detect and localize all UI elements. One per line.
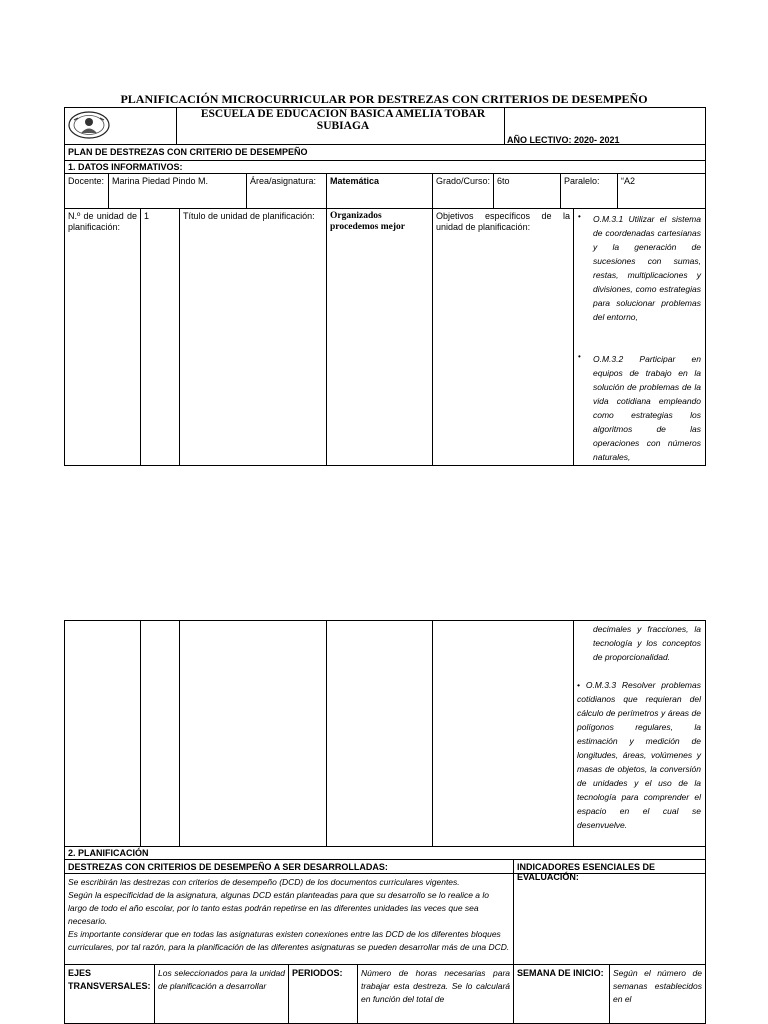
area-value: Matemática <box>326 173 433 209</box>
docente-label: Docente: <box>64 173 109 209</box>
objective-om33: • O.M.3.3 Resolver problemas cotidianos que requieran del cálculo de perímetros y áreas de polígonos regulares, la estimación y medición de longitudes, áreas, volúmenes y masas de objetos, la conversión de unidades y el uso de la tecnología para comprender el espacio en el cual se desenvuelve. <box>577 680 701 830</box>
unit-title-label-cont <box>179 620 327 847</box>
school-seal-icon <box>66 110 112 140</box>
area-label: Área/asignatura: <box>246 173 327 209</box>
objectives-cell <box>573 208 706 466</box>
grado-label: Grado/Curso: <box>432 173 494 209</box>
unit-title-value-cont <box>326 620 433 847</box>
unit-title-label: Título de unidad de planificación: <box>179 208 327 466</box>
unit-title-value: Organizados procedemos mejor <box>326 208 433 466</box>
semana-label: SEMANA DE INICIO: <box>513 964 610 1024</box>
plan-heading: PLAN DE DESTREZAS CON CRITERIO DE DESEMPEÑO <box>64 144 706 161</box>
dcd-text-3: Es importante considerar que en todas las asignaturas existen conexiones entre las DCD de los diferentes bloques curriculares, por tal razón, para la planificación de las diferentes asignaturas se pueden desarrollar más de una DCD. <box>68 929 510 952</box>
ejes-label: EJES TRANSVERSALES: <box>64 964 155 1024</box>
ejes-value: Los seleccionados para la unidad de planificación a desarrollar <box>154 964 289 1024</box>
objective-om32-cont: decimales y fracciones, la tecnología y los conceptos de proporcionalidad. <box>593 624 701 662</box>
indicators-header: INDICADORES ESENCIALES DE EVALUACIÓN: <box>513 859 706 874</box>
periodos-label: PERIODOS: <box>288 964 358 1024</box>
bullet-icon: • <box>578 352 581 361</box>
objective-om32: O.M.3.2 Participar en equipos de trabajo en la solución de problemas de la vida cotidiana empleando como estrategias los algoritmos de las operaciones con números naturales, <box>593 354 701 462</box>
periodos-value: Número de horas necesarias para trabajar esta destreza. Se lo calculará en función del total de <box>357 964 514 1024</box>
section-planificacion: 2. PLANIFICACIÓN <box>64 846 706 860</box>
objective-om31: O.M.3.1 Utilizar el sistema de coordenadas cartesianas y la generación de sucesiones con sumas, restas, multiplicaciones y divisiones, como estrategias para solucionar problemas del entorno, <box>593 214 701 322</box>
document-title: PLANIFICACIÓN MICROCURRICULAR POR DESTREZAS CON CRITERIOS DE DESEMPEÑO <box>120 92 648 106</box>
school-year: AÑO LECTIVO: 2020- 2021 <box>507 135 620 145</box>
dcd-text-cell <box>64 873 514 965</box>
bullet-icon: • <box>578 212 581 221</box>
section-datos-informativos: 1. DATOS INFORMATIVOS: <box>64 160 706 174</box>
objectives-cell-cont <box>573 620 706 847</box>
semana-value: Según el número de semanas establecidos en el <box>609 964 706 1024</box>
dcd-header: DESTREZAS CON CRITERIOS DE DESEMPEÑO A SER DESARROLLADAS: <box>64 859 514 874</box>
paralelo-label: Paralelo: <box>560 173 618 209</box>
paralelo-value: “A2 <box>617 173 706 209</box>
dcd-text-1: Se escribirán las destrezas con criterios de desempeño (DCD) de los documentos curriculares vigentes. <box>68 877 460 887</box>
unit-number-value: 1 <box>140 208 180 466</box>
grado-value: 6to <box>493 173 561 209</box>
indicators-cell <box>513 873 706 965</box>
unit-number-label: N.º de unidad de planificación: <box>64 208 141 466</box>
objectives-label: Objetivos específicos de la unidad de planificación: <box>432 208 574 466</box>
school-name <box>178 108 508 132</box>
objectives-label-cont <box>432 620 574 847</box>
unit-number-label-cont <box>64 620 141 847</box>
dcd-text-2: Según la especificidad de la asignatura, algunas DCD están planteadas para que su desarrollo se lo realice a lo largo de todo el año escolar, por lo tanto estas podrán repetirse en las diferentes unidades las veces que sea necesario. <box>68 890 490 926</box>
school-name-line2: SUBIAGA <box>316 120 370 132</box>
unit-number-value-cont <box>140 620 180 847</box>
docente-value: Marina Piedad Pindo M. <box>108 173 247 209</box>
school-name-line1: ESCUELA DE EDUCACION BASICA AMELIA TOBAR <box>200 108 486 120</box>
